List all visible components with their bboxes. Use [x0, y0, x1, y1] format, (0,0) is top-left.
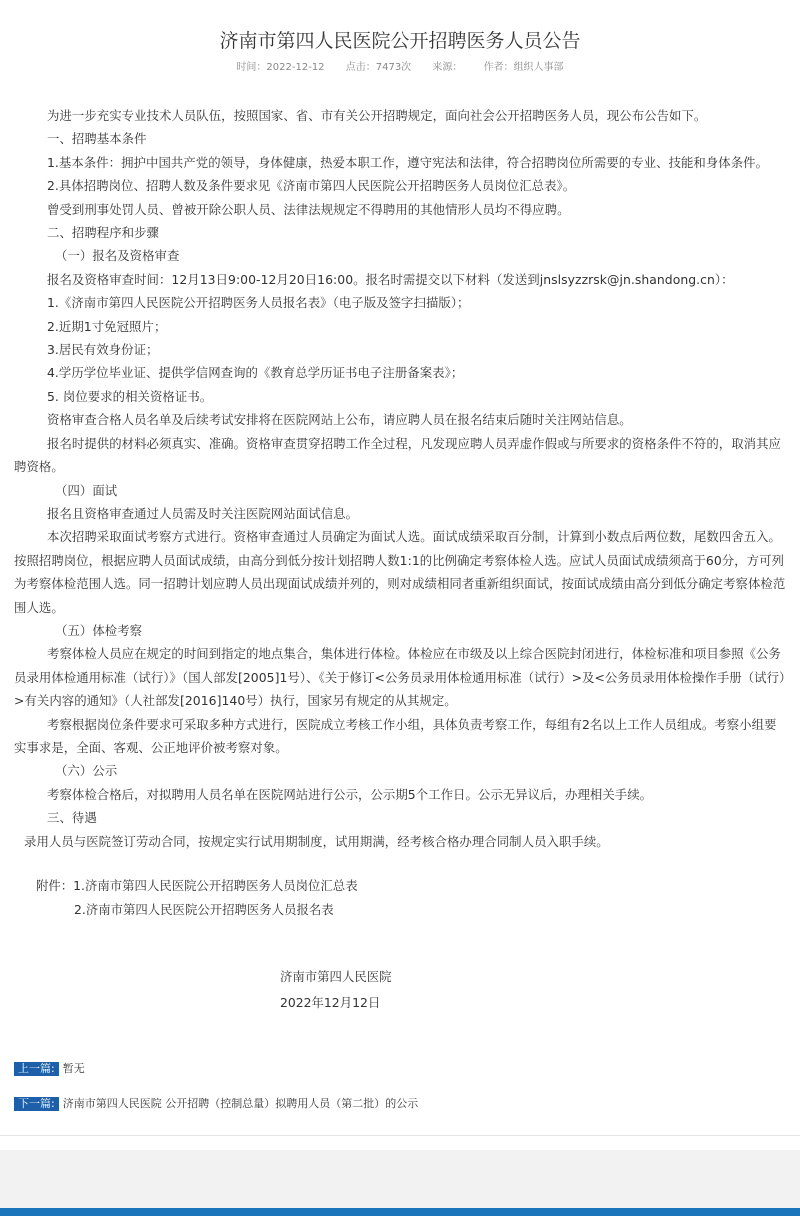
list-item: 1.《济南市第四人民医院公开招聘医务人员报名表》（电子版及签字扫描版）；: [47, 295, 470, 311]
section-heading: 三、待遇: [47, 810, 97, 826]
prev-article: [14, 1061, 85, 1077]
footer-band: [0, 1150, 800, 1208]
attachment-item: 1.济南市第四人民医院公开招聘医务人员岗位汇总表: [73, 878, 358, 893]
meta-clicks: [346, 62, 411, 73]
prev-article-title: 暂无: [62, 1062, 85, 1075]
paragraph: 2.具体招聘岗位、招聘人数及条件要求见《济南市第四人民医院公开招聘医务人员岗位汇总表》。: [47, 178, 576, 194]
divider: [0, 1135, 800, 1136]
footer-bar: [0, 1208, 800, 1216]
meta-time: [236, 62, 324, 73]
list-item: 5. 岗位要求的相关资格证书。: [47, 388, 213, 404]
next-article-link[interactable]: 济南市第四人民医院 公开招聘（控制总量）拟聘用人员（第二批）的公示: [62, 1097, 419, 1110]
section-heading: 一、招聘基本条件: [47, 131, 147, 147]
article-meta: [0, 61, 800, 75]
article-title: 济南市第四人民医院公开招聘医务人员公告: [219, 30, 581, 52]
subsection-heading: （一）报名及资格审查: [55, 248, 180, 264]
attachment-label: 附件：: [36, 878, 74, 893]
next-label-badge: 下一篇:: [14, 1097, 59, 1111]
paragraph: 考察根据岗位条件要求可采取多种方式进行，医院成立考核工作小组，具体负责考察工作，每组有2名以上工作人员组成。考察小组要实事求是，全面、客观、公正地评价被考察对象。: [14, 716, 777, 755]
paragraph: 报名且资格审查通过人员需及时关注医院网站面试信息。: [47, 505, 359, 521]
signature-date: 2022年12月12日: [280, 995, 381, 1010]
meta-clicks-label: 点击：: [345, 62, 376, 73]
paragraph: 本次招聘采取面试考察方式进行。资格审查通过人员确定为面试人选。面试成绩采取百分制，计算到小数点后两位数，尾数四舍五入。按照招聘岗位，根据应聘人员面试成绩，由高分到低分按计划招聘人数1:1的比例确定考察体检人选。应试人员面试成绩须高于60分，方可列为考察体检范围人选。同一招聘计划应聘人员出现面试成绩并列的，则对成绩相同者重新组织面试，按面试成绩由高分到低分确定考察体检范围人选。: [14, 529, 786, 615]
paragraph: 报名时提供的材料必须真实、准确。资格审查贯穿招聘工作全过程，凡发现应聘人员弄虚作假或与所要求的资格条件不符的，取消其应聘资格。: [14, 435, 781, 475]
meta-time-label: 时间：: [236, 62, 267, 73]
attachment-item: 2.济南市第四人民医院公开招聘医务人员报名表: [74, 902, 334, 917]
subsection-heading: （四）面试: [55, 482, 118, 498]
meta-author-label: 作者：: [483, 62, 514, 73]
attachment-row: [36, 874, 358, 898]
prev-label-badge: 上一篇:: [14, 1062, 59, 1076]
list-item: 3.居民有效身份证；: [47, 342, 159, 358]
paragraph: 考察体检人员应在规定的时间到指定的地点集合，集体进行体检。体检应在市级及以上综合医院封闭进行，体检标准和项目参照《公务员录用体检通用标准（试行）》（国人部发[2005]1号）、《关于修订<公务员录用体检通用标准（试行）>及<公务员录用体检操作手册（试行）>有关内容的通知》（人社部发[2016]140号）执行，国家另有规定的从其规定。: [14, 646, 786, 709]
signature: [280, 964, 392, 1016]
paragraph: 为进一步充实专业技术人员队伍，按照国家、省、市有关公开招聘规定，面向社会公开招聘医务人员，现公布公告如下。: [47, 108, 707, 123]
paragraph: 考察体检合格后，对拟聘用人员名单在医院网站进行公示，公示期5个工作日。公示无异议后，办理相关手续。: [47, 786, 653, 802]
meta-source: [432, 62, 462, 73]
signature-org: 济南市第四人民医院: [280, 969, 392, 984]
section-heading: 二、招聘程序和步骤: [47, 225, 159, 241]
list-item: 2.近期1寸免冠照片；: [47, 318, 167, 334]
attachments: [36, 874, 358, 922]
meta-clicks-value: 7473次: [375, 62, 412, 73]
paragraph: 1.基本条件：拥护中国共产党的领导，身体健康，热爱本职工作，遵守宪法和法律，符合招聘岗位所需要的专业、技能和身体条件。: [47, 154, 769, 170]
paragraph: 资格审查合格人员名单及后续考试安排将在医院网站上公布，请应聘人员在报名结束后随时关注网站信息。: [47, 412, 632, 428]
subsection-heading: （五）体检考察: [55, 622, 143, 638]
subsection-heading: （六）公示: [55, 763, 118, 779]
meta-author: [484, 62, 564, 73]
paragraph: 曾受到刑事处罚人员、曾被开除公职人员、法律法规规定不得聘用的其他情形人员均不得应聘。: [47, 201, 570, 217]
next-article: [14, 1096, 418, 1112]
meta-author-value: 组织人事部: [513, 62, 564, 73]
attachment-row: [36, 898, 358, 922]
list-item: 4.学历学位毕业证、提供学信网查询的《教育总学历证书电子注册备案表》；: [47, 365, 464, 381]
meta-source-label: 来源：: [432, 62, 463, 73]
meta-time-value: 2022-12-12: [266, 62, 325, 73]
paragraph: 录用人员与医院签订劳动合同，按规定实行试用期制度，试用期满，经考核合格办理合同制人员入职手续。: [24, 833, 609, 849]
paragraph: 报名及资格审查时间：12月13日9:00-12月20日16:00。报名时需提交以下材料（发送到jnslsyzzrsk@jn.shandong.cn）：: [47, 271, 734, 287]
article-body: [14, 104, 786, 853]
